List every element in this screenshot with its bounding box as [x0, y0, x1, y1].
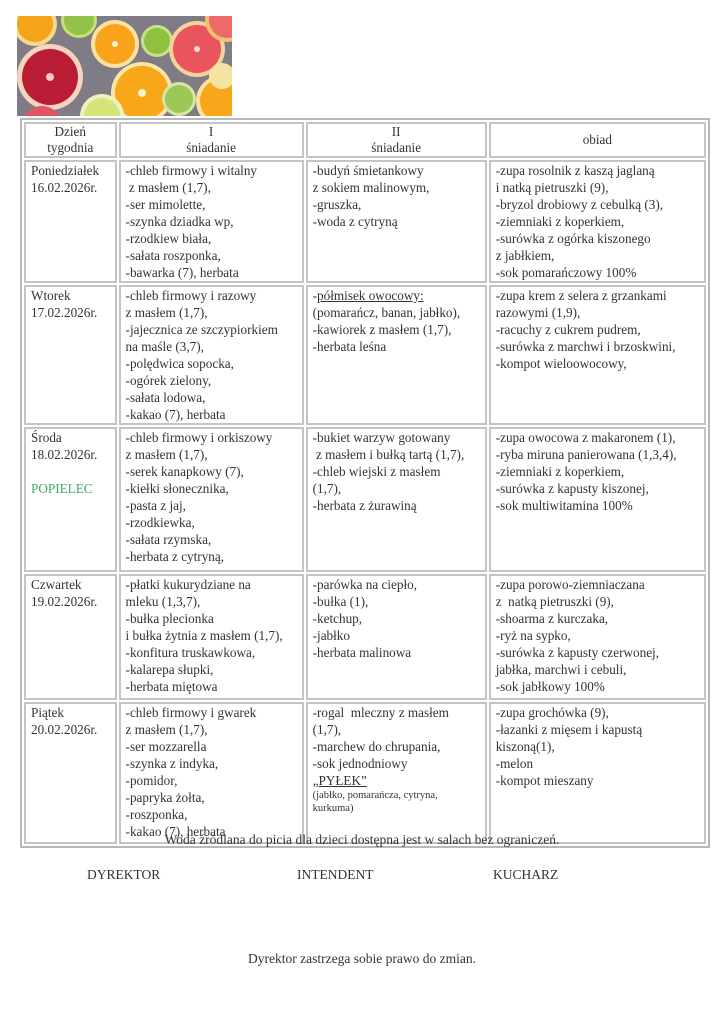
menu-line: i natką pietruszki (9), [495, 180, 609, 195]
menu-line: -łazanki z mięsem i kapustą [495, 722, 643, 737]
menu-line: mleku (1,3,7), [125, 594, 201, 609]
header-breakfast-2 [306, 122, 487, 158]
menu-line: -polędwica sopocka, [125, 356, 234, 371]
menu-line: z natką pietruszki (9), [495, 594, 614, 609]
menu-line: -kompot wieloowocowy, [495, 356, 627, 371]
lunch-cell [489, 285, 706, 425]
menu-line: -pomidor, [125, 773, 178, 788]
menu-line: -parówka na ciepło, [312, 577, 417, 592]
menu-line: -sałata roszponka, [125, 248, 221, 263]
day-cell [24, 285, 117, 425]
menu-line: -konfitura truskawkowa, [125, 645, 256, 660]
menu-line: -ser mozzarella [125, 739, 207, 754]
day-name: Czwartek [31, 577, 82, 592]
fruit-platter-label: półmisek owocowy: [317, 288, 424, 303]
menu-line: -sałata rzymska, [125, 532, 212, 547]
menu-line: -chleb firmowy i witalny [125, 163, 258, 178]
menu-line: -chleb wiejski z masłem [312, 464, 441, 479]
menu-line: -sok jednodniowy [312, 756, 408, 771]
breakfast-2-cell [306, 574, 487, 700]
menu-line: -płatki kukurydziane na [125, 577, 251, 592]
menu-line: -półmisek owocowy: [312, 288, 424, 303]
menu-line: -roszponka, [125, 807, 188, 822]
menu-line: -kakao (7), herbata [125, 824, 226, 839]
menu-line: z jabłkiem, [495, 248, 555, 263]
day-name: Wtorek [31, 288, 71, 303]
menu-line: -zupa krem z selera z grzankami [495, 288, 667, 303]
header-breakfast-2-line: II [391, 124, 401, 139]
menu-line: -jabłko [312, 628, 350, 643]
menu-line: z masłem (1,7), [125, 447, 208, 462]
day-date: 17.02.2026r. [31, 305, 98, 320]
table-row [24, 702, 706, 844]
breakfast-1-cell [119, 574, 304, 700]
header-breakfast-1 [119, 122, 304, 158]
menu-line: -sok pomarańczowy 100% [495, 265, 637, 280]
menu-line: -budyń śmietankowy [312, 163, 424, 178]
menu-line: jabłka, marchwi i cebuli, [495, 662, 627, 677]
menu-line: -bułka (1), [312, 594, 369, 609]
signature-cook: KUCHARZ [493, 867, 559, 882]
menu-line: -chleb firmowy i orkiszowy [125, 430, 273, 445]
menu-line: -surówka z marchwi i brzoskwini, [495, 339, 676, 354]
menu-line: -ketchup, [312, 611, 363, 626]
menu-line: -rzodkiewka, [125, 515, 195, 530]
breakfast-2-cell [306, 702, 487, 844]
menu-line: (pomarańcz, banan, jabłko), [312, 305, 461, 320]
menu-line: -ziemniaki z koperkiem, [495, 464, 625, 479]
header-breakfast-1-line: I [208, 124, 214, 139]
menu-line: (1,7), [312, 481, 342, 496]
menu-line: -surówka z kapusty czerwonej, [495, 645, 660, 660]
menu-line: -rogal mleczny z masłem [312, 705, 449, 720]
table-row [24, 574, 706, 700]
breakfast-1-cell [119, 702, 304, 844]
menu-line: -pasta z jaj, [125, 498, 186, 513]
menu-line: -kiełki słonecznika, [125, 481, 229, 496]
juice-ingredients: kurkuma) [312, 803, 354, 814]
day-name: Piątek [31, 705, 64, 720]
menu-line: -melon [495, 756, 534, 771]
menu-line: -jajecznica ze szczypiorkiem [125, 322, 278, 337]
menu-line: -marchew do chrupania, [312, 739, 441, 754]
menu-line: -szynka dziadka wp, [125, 214, 234, 229]
weekly-menu-table [20, 118, 710, 848]
table-row [24, 285, 706, 425]
breakfast-2-cell [306, 160, 487, 283]
menu-line: -ziemniaki z koperkiem, [495, 214, 625, 229]
day-date: 19.02.2026r. [31, 594, 98, 609]
menu-line: -surówka z kapusty kiszonej, [495, 481, 649, 496]
menu-line: -herbata miętowa [125, 679, 218, 694]
citrus-banner-image [17, 16, 232, 116]
day-name: Środa [31, 430, 62, 445]
lunch-cell [489, 702, 706, 844]
menu-line: -ogórek zielony, [125, 373, 212, 388]
menu-line: -ryż na sypko, [495, 628, 571, 643]
menu-line: z masłem (1,7), [125, 722, 208, 737]
header-breakfast-1-line: śniadanie [186, 140, 236, 155]
menu-line: z sokiem malinowym, [312, 180, 430, 195]
breakfast-2-cell [306, 427, 487, 572]
day-cell [24, 427, 117, 572]
menu-line: (1,7), [312, 722, 342, 737]
menu-line: razowymi (1,9), [495, 305, 581, 320]
changes-disclaimer: Dyrektor zastrzega sobie prawo do zmian. [248, 951, 476, 966]
menu-line: -bułka plecionka [125, 611, 214, 626]
menu-line: -herbata malinowa [312, 645, 412, 660]
menu-line: z masłem (1,7), [125, 305, 208, 320]
menu-line: na maśle (3,7), [125, 339, 204, 354]
menu-line: -sok multiwitamina 100% [495, 498, 633, 513]
menu-line: -serek kanapkowy (7), [125, 464, 244, 479]
menu-line: -kakao (7), herbata [125, 407, 226, 422]
header-day [24, 122, 117, 158]
signature-intendant: INTENDENT [297, 867, 374, 882]
menu-line: -szynka z indyka, [125, 756, 219, 771]
juice-ingredients: (jabłko, pomarańcza, cytryna, [312, 790, 438, 801]
table-header-row [24, 122, 706, 158]
menu-line: -woda z cytryną [312, 214, 398, 229]
header-day-line: tygodnia [47, 140, 94, 155]
menu-line: -kompot mieszany [495, 773, 594, 788]
day-cell [24, 574, 117, 700]
menu-line: -kawiorek z masłem (1,7), [312, 322, 452, 337]
menu-line: -zupa owocowa z makaronem (1), [495, 430, 676, 445]
header-lunch: obiad [489, 122, 706, 158]
day-cell [24, 160, 117, 283]
menu-line: -papryka żołta, [125, 790, 205, 805]
day-date: 20.02.2026r. [31, 722, 98, 737]
holiday-note: POPIELEC [31, 481, 93, 496]
day-cell [24, 702, 117, 844]
menu-line: -bryzol drobiowy z cebulką (3), [495, 197, 664, 212]
lunch-cell [489, 427, 706, 572]
juice-brand-label: „PYŁEK” [312, 773, 367, 788]
menu-line: -zupa porowo-ziemniaczana [495, 577, 645, 592]
menu-line: -ryba miruna panierowana (1,3,4), [495, 447, 677, 462]
menu-line: -herbata z żurawiną [312, 498, 417, 513]
header-breakfast-2-line: śniadanie [371, 140, 422, 155]
menu-line: -rzodkiew biała, [125, 231, 212, 246]
menu-line: -surówka z ogórka kiszonego [495, 231, 651, 246]
menu-line: -shoarma z kurczaka, [495, 611, 609, 626]
menu-line: kiszoną(1), [495, 739, 555, 754]
menu-line: -sałata lodowa, [125, 390, 206, 405]
menu-line: z masłem i bułką tartą (1,7), [312, 447, 465, 462]
menu-line: -kalarepa słupki, [125, 662, 214, 677]
menu-line: z masłem (1,7), [125, 180, 211, 195]
lunch-cell [489, 574, 706, 700]
lunch-cell [489, 160, 706, 283]
table-row [24, 160, 706, 283]
menu-line: -racuchy z cukrem pudrem, [495, 322, 641, 337]
menu-line: -zupa grochówka (9), [495, 705, 609, 720]
header-day-line: Dzień [54, 124, 87, 139]
day-date: 16.02.2026r. [31, 180, 98, 195]
menu-line: -chleb firmowy i gwarek [125, 705, 257, 720]
menu-line: -zupa rosolnik z kaszą jaglaną [495, 163, 655, 178]
menu-line: -herbata leśna [312, 339, 387, 354]
day-date: 18.02.2026r. [31, 447, 98, 462]
signature-director: DYREKTOR [87, 867, 161, 882]
menu-line: -bukiet warzyw gotowany [312, 430, 451, 445]
table-row [24, 427, 706, 572]
menu-line: -ser mimolette, [125, 197, 206, 212]
breakfast-1-cell [119, 160, 304, 283]
day-name: Poniedziałek [31, 163, 100, 178]
breakfast-1-cell [119, 285, 304, 425]
water-availability-note: Woda źródlana do picia dla dzieci dostępna jest w salach bez ograniczeń. [164, 832, 560, 847]
menu-line: -bawarka (7), herbata [125, 265, 239, 280]
breakfast-2-cell [306, 285, 487, 425]
menu-line: -chleb firmowy i razowy [125, 288, 257, 303]
menu-line: -herbata z cytryną, [125, 549, 225, 564]
menu-line: i bułka żytnia z masłem (1,7), [125, 628, 283, 643]
breakfast-1-cell [119, 427, 304, 572]
menu-line: -gruszka, [312, 197, 362, 212]
menu-line: -sok jabłkowy 100% [495, 679, 605, 694]
